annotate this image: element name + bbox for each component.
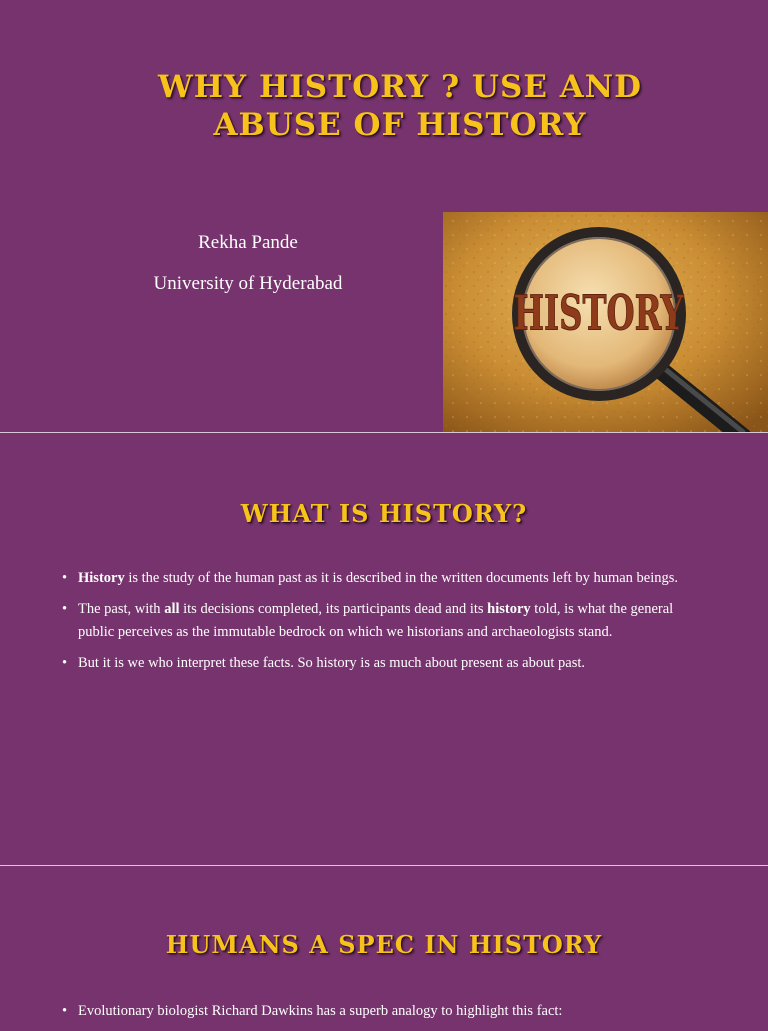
list-item (62, 598, 710, 644)
author-name: Rekha Pande (198, 232, 298, 253)
history-magnifier-image (443, 212, 768, 432)
slide-heading: WHAT IS HISTORY? (240, 499, 528, 528)
slide-title-line-1: WHY HISTORY ? USE AND (157, 69, 643, 105)
slide-title (0, 68, 768, 144)
body-text: told, is what the general public perceives as the immutable bedrock on which we historians and archaeologists stand. (78, 601, 674, 640)
bullet-icon: • (62, 570, 68, 586)
content-slide-humans-spec (0, 866, 768, 1024)
slide-heading: HUMANS A SPEC IN HISTORY (165, 930, 603, 959)
body-text: is the study of the human past as it is described in the written documents left by human beings. (124, 570, 679, 586)
slide-title-line-2: ABUSE OF HISTORY (213, 107, 587, 143)
bullet-icon: • (62, 601, 68, 617)
bullet-list (62, 1000, 710, 1031)
institution-name: University of Hyderabad (153, 273, 343, 294)
title-slide (0, 0, 768, 433)
bullet-icon: • (62, 1003, 68, 1019)
body-text: The past, with (78, 601, 165, 617)
body-text: its decisions completed, its participants dead and its (179, 601, 488, 617)
bullet-icon: • (62, 655, 68, 671)
bullet-list (62, 567, 710, 683)
body-text: Evolutionary biologist Richard Dawkins has a superb analogy to highlight this fact: (78, 1003, 563, 1019)
list-item (62, 652, 710, 675)
emphasis-text: History (78, 570, 125, 586)
magnifying-glass-icon (443, 212, 768, 432)
history-word: HISTORY (513, 285, 684, 342)
emphasis-text: history (487, 601, 531, 617)
emphasis-text: all (164, 601, 180, 617)
list-item (62, 1000, 710, 1023)
body-text: But it is we who interpret these facts. So history is as much about present as about past. (78, 655, 586, 671)
content-slide-what-is-history (0, 433, 768, 866)
list-item (62, 567, 710, 590)
